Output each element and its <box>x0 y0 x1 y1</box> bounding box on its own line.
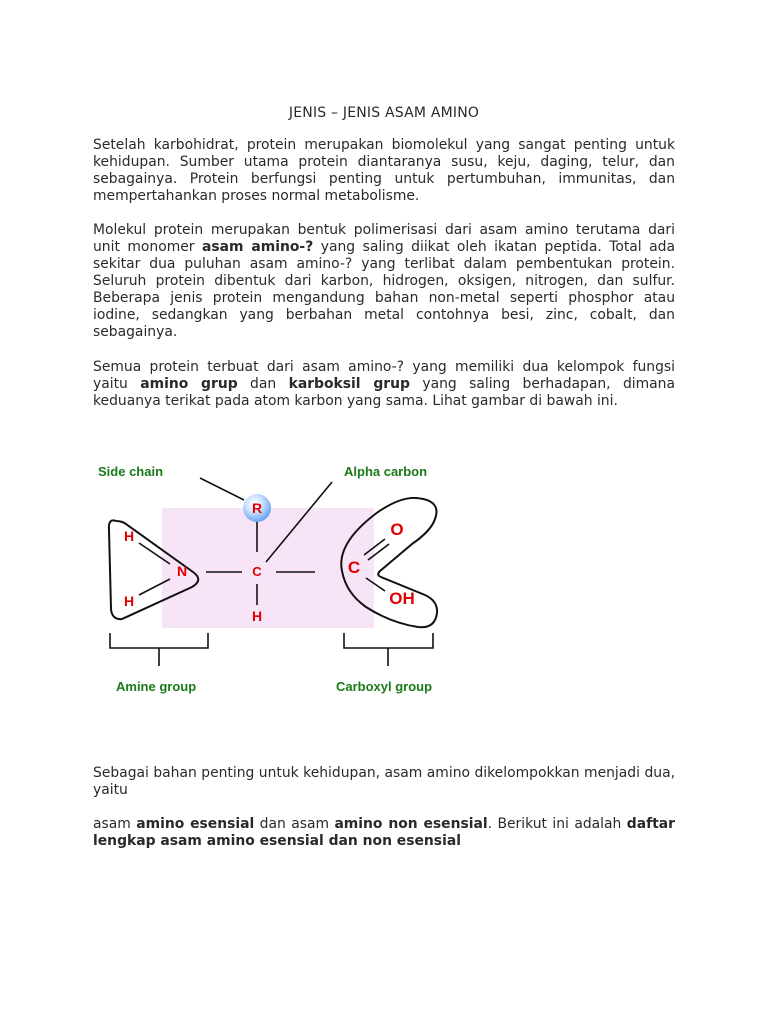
paragraph-classification: Sebagai bahan penting untuk kehidupan, asam amino dikelompokkan menjadi dua, yaitu <box>93 765 675 798</box>
p3-bold-amino-grup: amino grup <box>140 376 238 392</box>
amino-acid-diagram <box>80 452 460 702</box>
atom-r: R <box>251 500 263 516</box>
paragraph-functional-groups <box>93 359 675 410</box>
p2-text-a: Molekul protein merupakan bentuk polimerisasi dari asam amino terutama dari unit monomer <box>93 222 675 255</box>
side-chain-label: Side chain <box>98 464 164 479</box>
p3-text-a: Semua protein terbuat dari asam amino-? yang memiliki dua kelompok fungsi yaitu <box>93 359 675 392</box>
p5-bold-daftar-lengkap: daftar lengkap asam amino esensial dan non esensial <box>93 816 675 849</box>
p5-text-a: asam <box>93 816 137 832</box>
atom-n: N <box>176 563 188 579</box>
carboxyl-group-bracket <box>344 633 433 648</box>
paragraph-essential-list <box>93 816 675 850</box>
side-chain-pointer-line <box>200 478 244 500</box>
p3-text-e: yang saling berhadapan, dimana keduanya terikat pada atom karbon yang sama. Lihat gambar di bawah ini. <box>93 376 675 409</box>
atom-o: O <box>390 520 404 539</box>
atom-c-carboxyl: C <box>347 558 361 577</box>
p5-text-e: . Berikut ini adalah <box>487 816 627 832</box>
p2-bold-asam-amino: asam amino-? <box>202 239 314 255</box>
page-title: JENIS – JENIS ASAM AMINO <box>288 105 480 121</box>
paragraph-protein-molecule <box>93 222 675 341</box>
amine-group-label: Amine group <box>116 679 197 694</box>
p3-bold-karboksil-grup: karboksil grup <box>288 376 410 392</box>
atom-h-bottom-left: H <box>123 593 135 609</box>
p3-text-c: dan <box>237 376 289 392</box>
p2-text-c: yang saling diikat oleh ikatan peptida. Total ada sekitar dua puluhan asam amino-? yang terlibat dalam pembentukan protein. Seluruh protein dibentuk dari karbon, hidrogen, oksigen, nitrogen, dan sulfur. Beberapa jenis protein mengandung bahan non-metal seperti phosphor atau iodine, sedangkan yang berbahan metal contohnya besi, zinc, cobalt, dan sebagainya. <box>93 239 675 340</box>
paragraph-intro: Setelah karbohidrat, protein merupakan biomolekul yang sangat penting untuk kehidupan. Sumber utama protein diantaranya susu, keju, daging, telur, dan sebagainya. Protein berfungsi penting untuk pertumbuhan, immunitas, dan mempertahankan proses normal metabolisme. <box>93 137 675 204</box>
p5-bold-amino-non-esensial: amino non esensial <box>334 816 488 832</box>
alpha-carbon-label: Alpha carbon <box>344 464 428 479</box>
atom-h-top-left: H <box>123 528 135 544</box>
p5-text-c: dan asam <box>254 816 335 832</box>
carboxyl-group-label: Carboxyl group <box>336 679 433 694</box>
p5-bold-amino-esensial: amino esensial <box>136 816 255 832</box>
atom-oh: OH <box>389 589 415 608</box>
amine-group-bracket <box>110 633 208 648</box>
atom-h-bottom: H <box>251 608 263 624</box>
atom-c-center: C <box>252 564 262 579</box>
